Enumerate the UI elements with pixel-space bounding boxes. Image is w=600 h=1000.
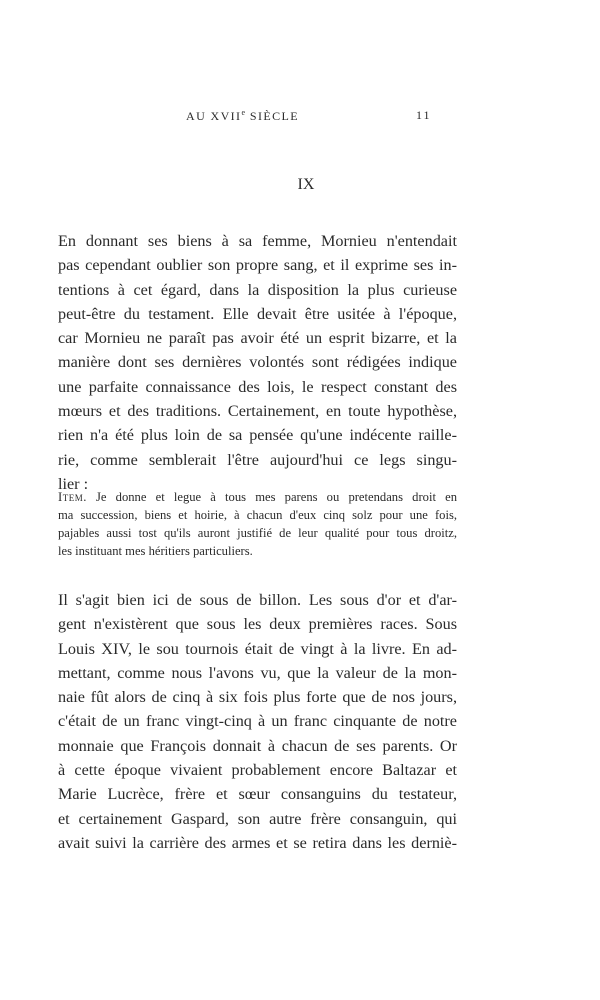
text-line: Il s'agit bien ici de sous de billon. Les sous d'or et d'ar- <box>58 591 457 609</box>
running-head <box>0 108 600 128</box>
text-line: gent n'existèrent que sous les deux premières races. Sous <box>58 615 457 634</box>
text-line: monnaie que François donnait à chacun de ses parents. Or <box>58 736 457 755</box>
chapter-heading: IX <box>297 176 315 193</box>
text-line: manière dont ses dernières volontés sont rédigées indique <box>58 353 457 372</box>
quote-line: les instituant mes héritiers particuliers. <box>58 544 253 558</box>
quote-line: pajables aussi tost qu'ils auront justifié de leur qualité pour tous droitz, <box>58 526 457 540</box>
running-title: AU XVIIe SIÈCLE <box>186 108 299 123</box>
text-line: peut-être du testament. Elle devait être usitée à l'époque, <box>58 304 457 323</box>
text-line: à cette époque vivaient probablement encore Baltazar et <box>58 761 457 780</box>
quote-line: ma succession, biens et hoirie, à chacun d'eux cinq solz pour une fois, <box>58 508 457 522</box>
quote-line: Item. Je donne et legue à tous mes parens ou pretendans droit en <box>58 490 457 504</box>
paragraph-1 <box>58 229 457 496</box>
text-line: En donnant ses biens à sa femme, Mornieu n'entendait <box>58 232 457 250</box>
text-line: pas cependant oublier son propre sang, et il exprime ses in- <box>58 256 457 275</box>
testament-quote <box>58 488 457 560</box>
text-line: rien n'a été plus loin de sa pensée qu'une indécente raille- <box>58 426 457 445</box>
quote-lead: Item. <box>58 490 87 504</box>
text-line: mœurs et des traditions. Certainement, en toute hypothèse, <box>58 402 457 421</box>
text-line: avait suivi la carrière des armes et se retira dans les derniè- <box>58 833 457 852</box>
text-line: c'était de un franc vingt-cinq à un franc cinquante de notre <box>58 712 457 731</box>
paragraph-2 <box>58 588 457 855</box>
page-number: 11 <box>416 108 432 122</box>
text-line: et certainement Gaspard, son autre frère consanguin, qui <box>58 809 457 828</box>
text-line: Marie Lucrèce, frère et sœur consanguins du testateur, <box>58 785 457 804</box>
text-line: une parfaite connaissance des lois, le respect constant des <box>58 377 457 396</box>
text-line: rie, comme semblerait l'être aujourd'hui ce legs singu- <box>58 450 457 469</box>
text-line: mettant, comme nous l'avons vu, que la valeur de la mon- <box>58 663 457 682</box>
text-line: naie fût alors de cinq à six fois plus forte que de nos jours, <box>58 688 457 707</box>
text-line: Louis XIV, le sou tournois était de vingt à la livre. En ad- <box>58 639 457 658</box>
text-line: tentions à cet égard, dans la disposition la plus curieuse <box>58 280 457 299</box>
text-line: lier : <box>58 474 89 493</box>
text-line: car Mornieu ne paraît pas avoir été un esprit bizarre, et la <box>58 329 457 348</box>
